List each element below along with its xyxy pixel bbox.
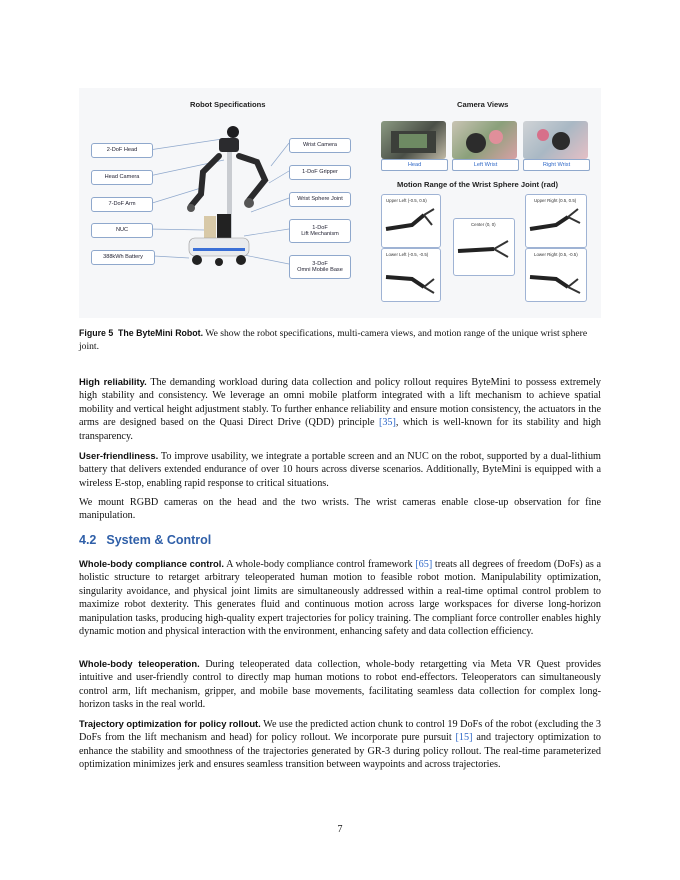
heading-teleop: Whole-body teleoperation. [79, 658, 200, 669]
heading-reliability: High reliability. [79, 376, 147, 387]
text-trajectory-a: We use the predicted action chunk to control 19 DoFs of the robot (excluding the 3 DoFs from the lift mechanism and head) for policy rollout. We incorporate pure pursuit [79, 719, 601, 744]
camera-views-title: Camera Views [457, 100, 509, 109]
figure-caption [79, 327, 601, 353]
left-wrist-label: Left Wrist [452, 159, 519, 171]
wrist-upper-left: Upper Left (-0.5, 0.5) [381, 194, 441, 248]
robot-image [187, 126, 265, 266]
text-cameras: We mount RGBD cameras on the head and the two wrists. The wrist cameras enable close-up observation for fine manipulation. [79, 497, 601, 522]
spec-head-camera: Head Camera [91, 170, 153, 185]
figure-5 [79, 88, 601, 318]
caption-label: Figure 5 [79, 328, 114, 338]
wrist-upper-right: Upper Right (0.5, 0.5) [525, 194, 587, 248]
text-friendliness: To improve usability, we integrate a portable screen and an NUC on the robot, supported by a dual-lithium battery that delivers extended endurance of over 10 hours across diverse scenarios. Additionally, ByteMini is equipped with a wireless E-stop, enabling rapid response to critical situations. [79, 451, 601, 489]
paragraph-teleop [79, 657, 601, 712]
paragraph-trajectory [79, 717, 601, 772]
section-number: 4.2 [79, 533, 97, 547]
head-label: Head [381, 159, 448, 171]
motion-range-title: Motion Range of the Wrist Sphere Joint (rad) [397, 180, 559, 189]
spec-nuc: NUC [91, 223, 153, 238]
spec-lift: 1-DoF Lift Mechanism [289, 219, 351, 243]
page-number: 7 [337, 824, 343, 835]
robot-spec-title: Robot Specifications [190, 100, 266, 109]
heading-compliance: Whole-body compliance control. [79, 558, 224, 569]
wrist-center: Center (0, 0) [453, 218, 515, 276]
spec-head: 2-DoF Head [91, 143, 153, 158]
text-compliance-b: treats all degrees of freedom (DoFs) as a holistic structure to retarget arbitrary teleoperated human motion to feasible robot motion. Manipulability optimization, singularity avoidance, and physical joint limits are simultaneously addressed within a real-time optimal control problem to maximize robot dexterity. This generates fluid and continuous motion across large workspaces for diverse long-horizon manipulation tasks, producing high-quality expert trajectories for policy training. The compliant force controller enables highly dynamic motion and physical interaction with the environment, enhancing safety and data collection efficiency. [79, 559, 601, 638]
text-reliability-b: , which is well-known for its stability and high transparency. [79, 417, 602, 442]
spec-wrist-camera: Wrist Camera [289, 138, 351, 153]
wrist-lower-left: Lower Left (-0.5, -0.5) [381, 248, 441, 302]
head-camera-view [381, 121, 446, 159]
paragraph-cameras [79, 496, 601, 523]
section-title: System & Control [106, 533, 212, 547]
left-wrist-view [452, 121, 517, 159]
spec-base: 3-DoF Omni Mobile Base [289, 255, 351, 279]
text-trajectory-b: and trajectory optimization to enhance the stability and smoothness of the trajectories generated by GR-3 during policy rollout. The real-time parameterized optimization minimizes jerk and ensures seamless transition between waypoints and across trajectories. [79, 732, 601, 771]
citation-65[interactable]: [65] [415, 559, 433, 570]
spec-battery: 388kWh Battery [91, 250, 155, 265]
text-reliability-a: The demanding workload during data collection and policy rollout requires ByteMini to possess extremely high stability and consistency. We leverage an omni mobile platform integrated with a lift mechanism to achieve spatial mobility and vertical height adjustment stably. To further enhance reliability and ensure motion consistency, the actuators in the arms are designed based on the Quasi Direct Drive (QDD) principle [79, 377, 601, 429]
right-wrist-view [523, 121, 588, 159]
right-wrist-label: Right Wrist [523, 159, 590, 171]
paragraph-reliability [79, 375, 601, 443]
section-heading [79, 533, 211, 547]
paragraph-compliance [79, 557, 601, 638]
spec-wrist-sphere: Wrist Sphere Joint [289, 192, 351, 207]
caption-title: The ByteMini Robot. [118, 328, 204, 338]
citation-15[interactable]: [15] [455, 732, 473, 744]
paragraph-friendliness [79, 449, 601, 490]
text-compliance-a: A whole-body compliance control framework [226, 559, 416, 570]
heading-trajectory: Trajectory optimization for policy rollout. [79, 718, 261, 729]
citation-35[interactable]: [35] [378, 417, 396, 429]
wrist-lower-right: Lower Right (0.5, -0.5) [525, 248, 587, 302]
heading-friendliness: User-friendliness. [79, 450, 159, 461]
spec-arm: 7-DoF Arm [91, 197, 153, 212]
caption-text: We show the robot specifications, multi-camera views, and motion range of the unique wrist sphere joint. [79, 328, 588, 352]
text-teleop: During teleoperated data collection, whole-body retargetting via Meta VR Quest provides intuitive and user-friendly control to directly map human motions to robot end-effectors. Teleoperators can simultaneously control arm, lift mechanism, gripper, and mobile base movements, facilitating seamless data collection for complex long-horizon tasks in the real world. [79, 659, 602, 711]
spec-gripper: 1-DoF Gripper [289, 165, 351, 180]
